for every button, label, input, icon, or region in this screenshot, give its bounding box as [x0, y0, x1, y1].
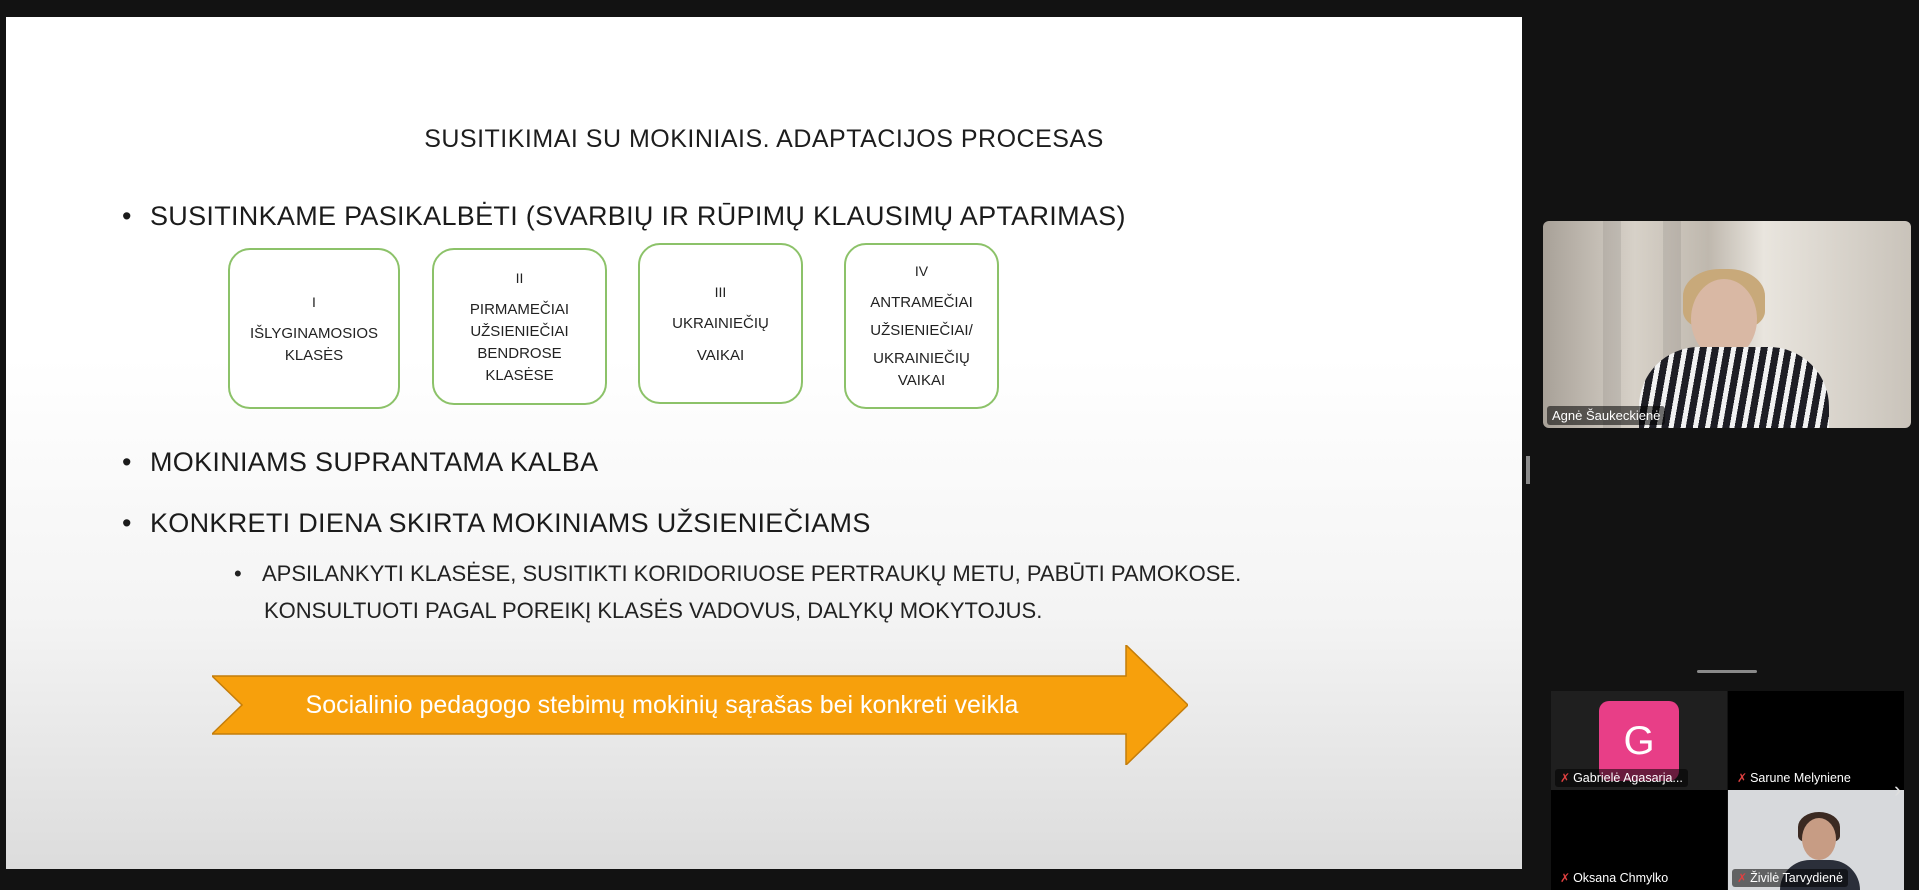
group-box-1: I IŠLYGINAMOSIOS KLASĖS: [228, 248, 400, 409]
bullet-specific-day: • KONKRETI DIENA SKIRTA MOKINIAMS UŽSIENIEČIAMS: [122, 508, 871, 538]
active-speaker-video[interactable]: [1543, 221, 1911, 428]
participant-tile-oksana[interactable]: [1551, 790, 1727, 890]
participant-tile-zivile[interactable]: [1728, 790, 1904, 890]
mic-muted-icon: ✗: [1560, 871, 1571, 885]
gallery-drag-handle[interactable]: [1697, 670, 1757, 673]
arrow-label: Socialinio pedagogo stebimų mokinių sąrašas bei konkreti veikla: [305, 690, 1019, 719]
participant-name-label: ✗ Gabrielė Agasarja...: [1555, 769, 1688, 787]
participant-face: [1802, 818, 1836, 860]
avatar: G: [1599, 701, 1679, 781]
gallery-next-icon[interactable]: ›: [1894, 777, 1902, 802]
mic-muted-icon: ✗: [1737, 871, 1748, 885]
shared-slide: [6, 17, 1522, 869]
group-box-4: IV ANTRAMEČIAI UŽSIENIEČIAI/ UKRAINIEČIŲ VAIKAI: [844, 243, 999, 409]
mic-muted-icon: ✗: [1737, 771, 1748, 785]
bullet-language: • MOKINIAMS SUPRANTAMA KALBA: [122, 447, 599, 477]
sub-bullet-visit: • APSILANKYTI KLASĖSE, SUSITIKTI KORIDORIUOSE PERTRAUKŲ METU, PABŪTI PAMOKOSE.: [234, 561, 1242, 586]
participant-name-label: ✗ Oksana Chmylko: [1555, 869, 1673, 887]
background-curtain: [1603, 221, 1621, 428]
slide-title: SUSITIKIMAI SU MOKINIAIS. ADAPTACIJOS PROCESAS: [424, 125, 1104, 153]
group-box-2: II PIRMAMEČIAI UŽSIENIEČIAI BENDROSE KLASĖSE: [432, 248, 607, 405]
sub-bullet-consult: KONSULTUOTI PAGAL POREIKĮ KLASĖS VADOVUS, DALYKŲ MOKYTOJUS.: [264, 598, 1043, 623]
panel-resize-handle[interactable]: [1526, 456, 1530, 484]
group-box-3: III UKRAINIEČIŲ VAIKAI: [638, 243, 803, 404]
speaker-name-label: Agnė Šaukeckienė: [1547, 406, 1665, 425]
bullet-meetings: • SUSITINKAME PASIKALBĖTI (SVARBIŲ IR RŪPIMŲ KLAUSIMŲ APTARIMAS): [122, 201, 1126, 231]
participant-name-label: ✗ Živilė Tarvydienė: [1732, 869, 1848, 887]
speaker-body: [1639, 347, 1829, 428]
participant-tile-sarune[interactable]: [1728, 691, 1904, 790]
mic-muted-icon: ✗: [1560, 771, 1571, 785]
participant-name-label: ✗ Sarune Melyniene: [1732, 769, 1856, 787]
participant-tile-gabriele[interactable]: [1551, 691, 1727, 790]
